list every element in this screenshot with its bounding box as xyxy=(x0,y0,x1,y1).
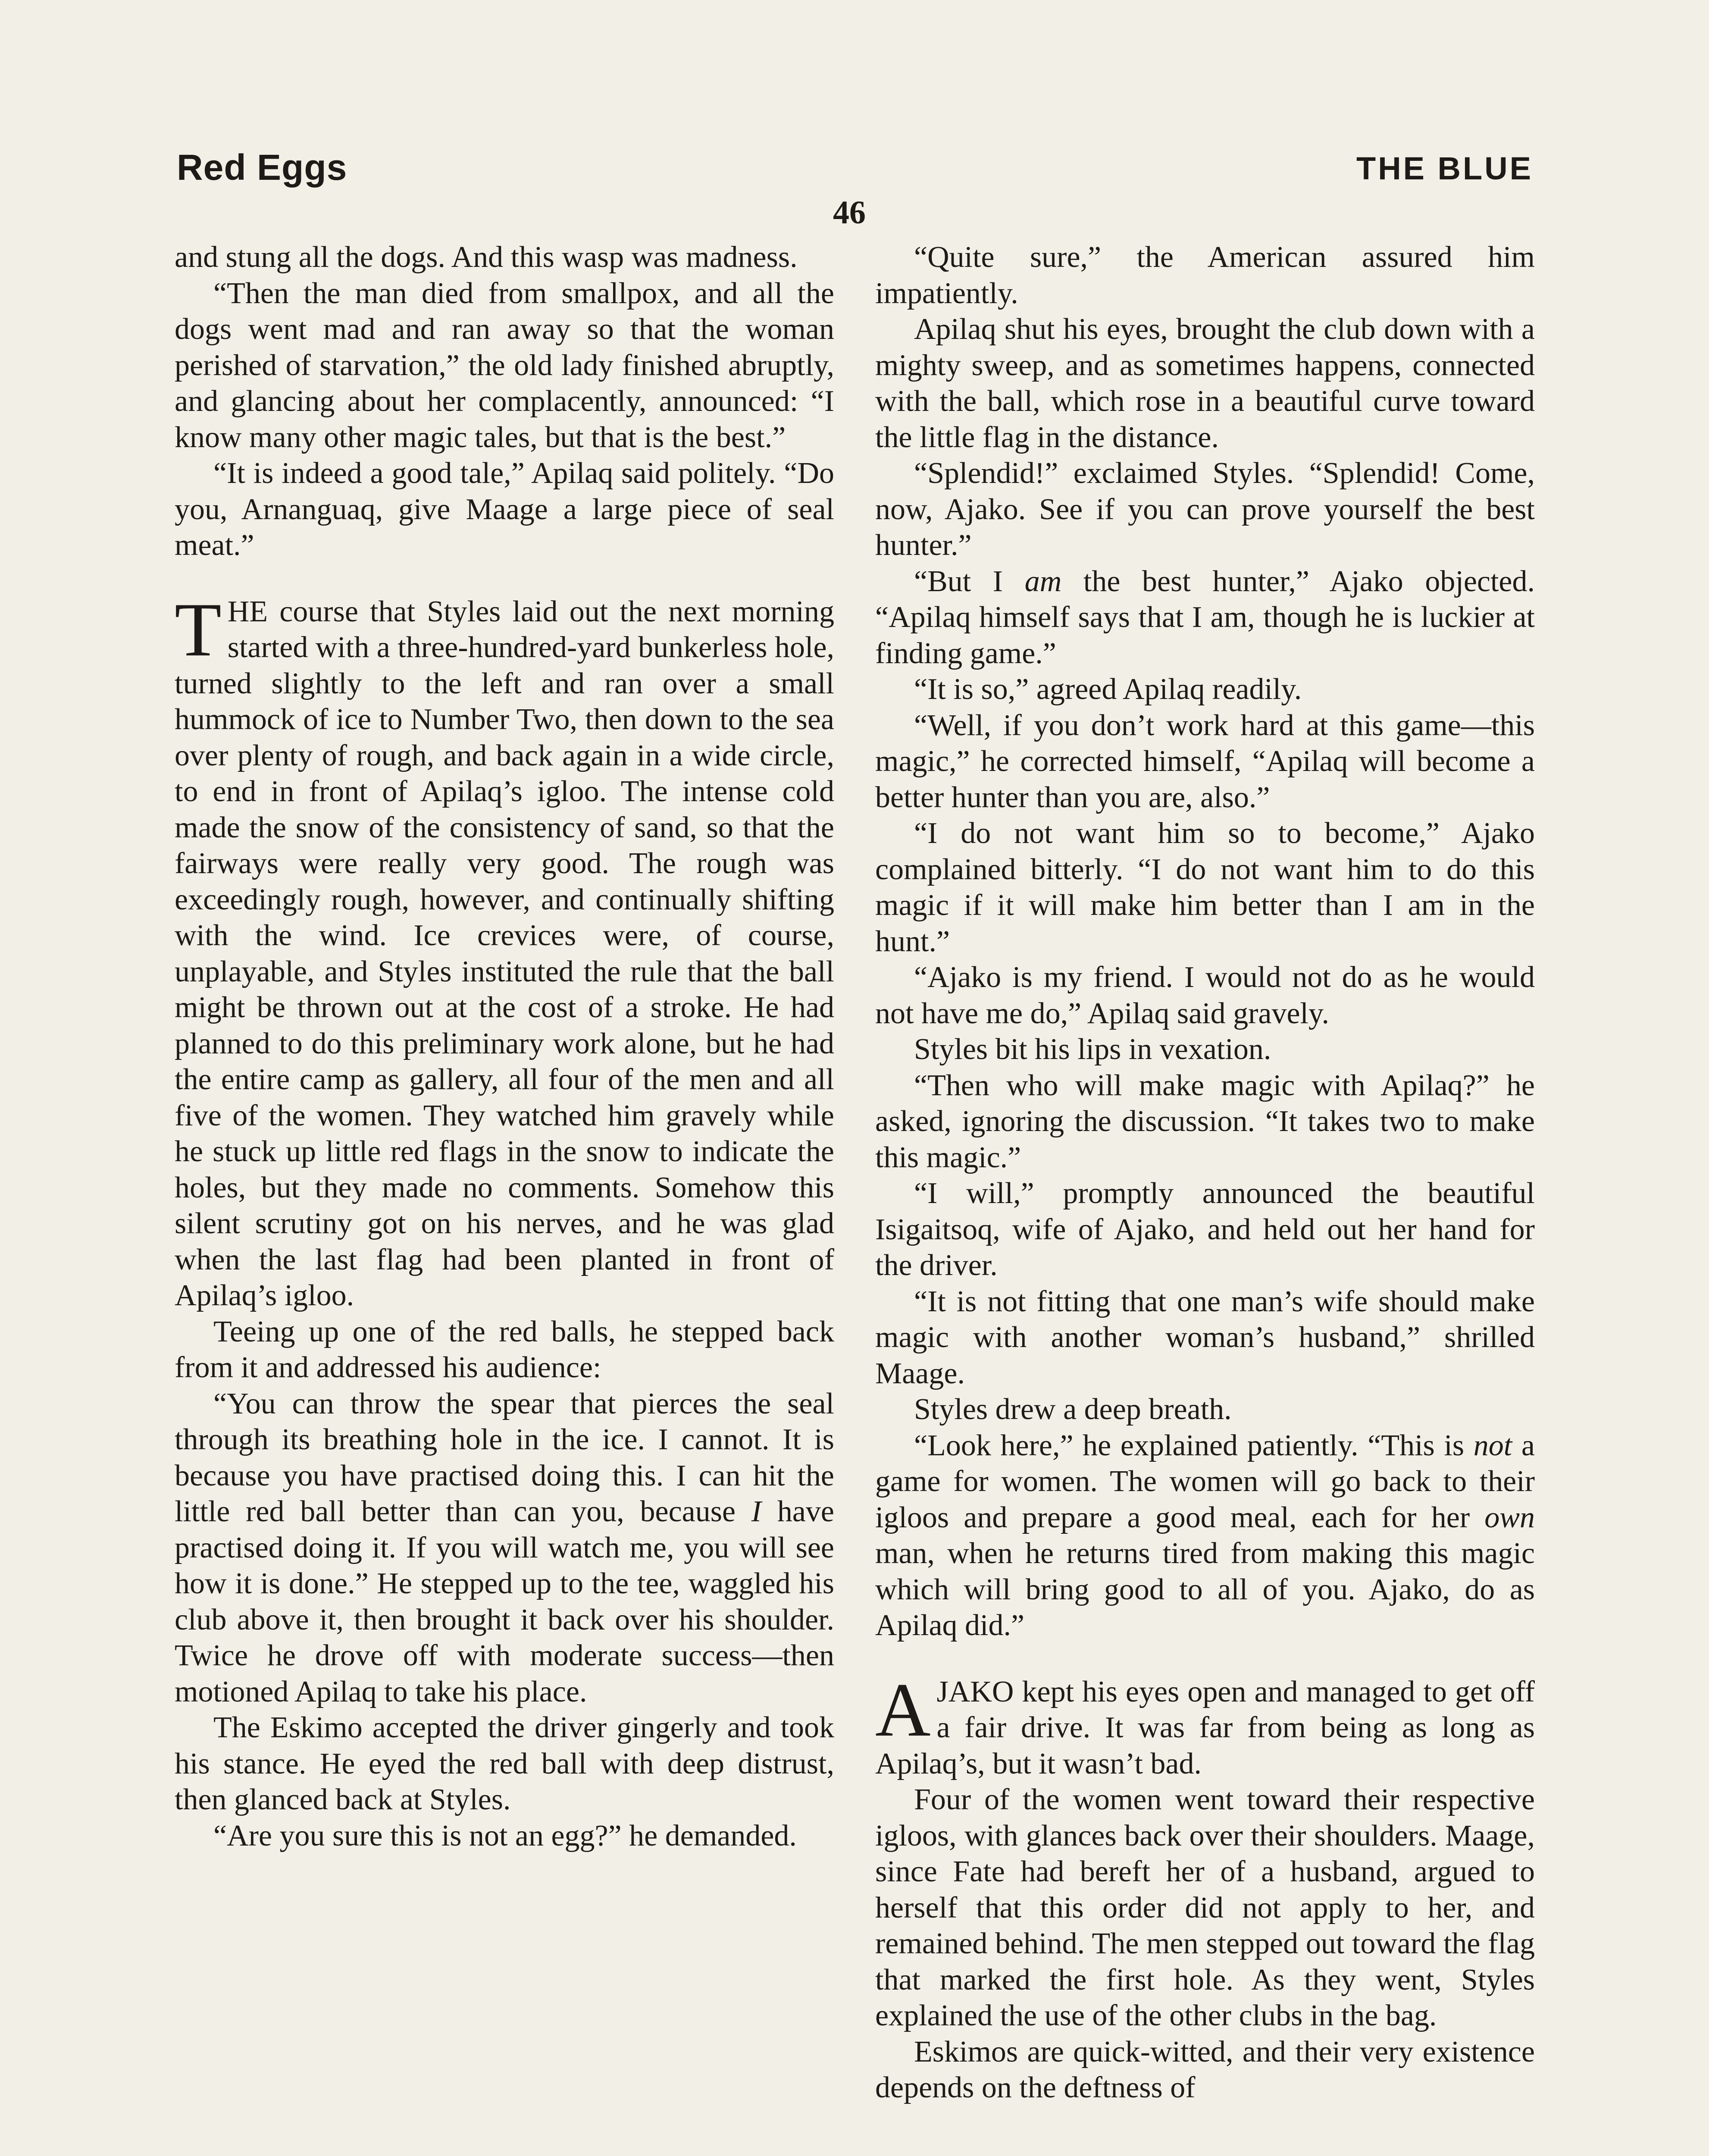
paragraph-text: HE course that Styles laid out the next morning started with a three-hundred-yard bunkerless hole, turned slightly to the left and ran over a small hummock of ice to Number Two, then down to the sea over plenty of rough, and back again in a wide circle, to end in front of Apilaq’s igloo. The intense cold made the snow of the consistency of sand, so that the fairways were really very good. The rough was exceedingly rough, however, and continually shifting with the wind. Ice crevices were, of course, unplayable, and Styles instituted the rule that the ball might be thrown out at the cost of a stroke. He had planned to do this preliminary work alone, but he had the entire camp as gallery, all four of the men and all five of the women. They watched him gravely while he stuck up little red flags in the snow to indicate the holes, but they made no comments. Somehow this silent scrutiny got on his nerves, and he was glad when the last flag had been planted in front of Apilaq’s igloo. xyxy=(175,595,835,1312)
paragraph xyxy=(875,564,1535,672)
paragraph: “Well, if you don’t work hard at this game—this magic,” he corrected himself, “Apilaq will become a better hunter than you are, also.” xyxy=(875,708,1535,814)
paragraph: “It is so,” agreed Apilaq readily. xyxy=(914,673,1302,706)
right-column xyxy=(875,239,1535,2106)
paragraph: and stung all the dogs. And this wasp was madness. xyxy=(175,241,798,274)
paragraph: “Then the man died from smallpox, and all the dogs went mad and ran away so that the woman perished of starvation,” the old lady finished abruptly, and glancing about her complacently, announced: “I know many other magic tales, but that is the best.” xyxy=(175,276,834,454)
paragraph: “Quite sure,” the American assured him impatiently. xyxy=(875,241,1535,310)
section-paragraph xyxy=(175,586,835,1314)
paragraph-text: a game for women. The women will go back to their igloos and prepare a good meal, each for her xyxy=(875,1429,1535,1534)
page-number: 46 xyxy=(833,194,866,231)
paragraph: Apilaq shut his eyes, brought the club down with a mighty sweep, and as sometimes happens, connected with the ball, which rose in a beautiful curve toward the little flag in the distance. xyxy=(875,313,1535,454)
drop-cap: T xyxy=(175,586,222,672)
drop-cap: A xyxy=(875,1667,931,1752)
paragraph: Styles drew a deep breath. xyxy=(914,1393,1232,1426)
left-column xyxy=(175,239,834,1854)
paragraph: Eskimos are quick-witted, and their very existence depends on the deftness of xyxy=(875,2035,1535,2104)
paragraph xyxy=(875,1428,1535,1644)
paragraph-text: “Look here,” he explained patiently. “This is xyxy=(914,1429,1474,1462)
magazine-title: THE BLUE xyxy=(1356,150,1533,186)
paragraph: “It is indeed a good tale,” Apilaq said politely. “Do you, Arnanguaq, give Maage a large piece of seal meat.” xyxy=(175,457,834,562)
paragraph-text: have practised doing it. If you will watch me, you will see how it is done.” He stepped up to the tee, waggled his club above it, then brought it back over his shoulder. Twice he drove off with moderate success—then motioned Apilaq to take his place. xyxy=(175,1495,834,1708)
paragraph-text: man, when he returns tired from making this magic which will bring good to all of you. Ajako, do as Apilaq did.” xyxy=(875,1537,1535,1642)
paragraph: “I will,” promptly announced the beautiful Isigaitsoq, wife of Ajako, and held out her hand for the driver. xyxy=(875,1177,1535,1282)
emphasis: I xyxy=(751,1495,762,1528)
story-title: Red Eggs xyxy=(177,147,347,188)
section-paragraph xyxy=(875,1667,1535,1782)
emphasis: own xyxy=(1484,1501,1535,1534)
emphasis: am xyxy=(1024,564,1062,598)
emphasis: not xyxy=(1473,1429,1512,1462)
paragraph: “I do not want him so to become,” Ajako complained bitterly. “I do not want him to do this magic if it will make him better than I am in the hunt.” xyxy=(875,817,1535,958)
paragraph: Teeing up one of the red balls, he stepped back from it and addressed his audience: xyxy=(175,1315,834,1384)
paragraph: The Eskimo accepted the driver gingerly and took his stance. He eyed the red ball with deep distrust, then glanced back at Styles. xyxy=(175,1711,834,1816)
paragraph: “Then who will make magic with Apilaq?” he asked, ignoring the discussion. “It takes two to make this magic.” xyxy=(875,1069,1535,1174)
paragraph: Four of the women went toward their respective igloos, with glances back over their shoulders. Maage, since Fate had bereft her of a husband, argued to herself that this order did not apply to her, and remained behind. The men stepped out toward the flag that marked the first hole. As they went, Styles explained the use of the other clubs in the bag. xyxy=(875,1783,1535,2032)
paragraph: Styles bit his lips in vexation. xyxy=(914,1033,1271,1066)
paragraph-text: JAKO kept his eyes open and managed to get off a fair drive. It was far from being as long as Apilaq’s, but it wasn’t bad. xyxy=(875,1675,1535,1780)
paragraph xyxy=(175,1386,834,1710)
paragraph: “Ajako is my friend. I would not do as he would not have me do,” Apilaq said gravely. xyxy=(875,961,1535,1030)
paragraph-text: “You can throw the spear that pierces the seal through its breathing hole in the ice. I cannot. It is because you have practised doing this. I can hit the little red ball better than can you, because xyxy=(175,1387,834,1528)
paragraph: “Splendid!” exclaimed Styles. “Splendid! Come, now, Ajako. See if you can prove yourself the best hunter.” xyxy=(875,457,1535,562)
paragraph-text: “But I xyxy=(914,564,1025,598)
paragraph: “It is not fitting that one man’s wife should make magic with another woman’s husband,” shrilled Maage. xyxy=(875,1285,1535,1390)
paragraph-text: the best hunter,” Ajako objected. “Apilaq himself says that I am, though he is luckier at finding game.” xyxy=(875,564,1535,670)
paragraph: “Are you sure this is not an egg?” he demanded. xyxy=(213,1819,797,1852)
